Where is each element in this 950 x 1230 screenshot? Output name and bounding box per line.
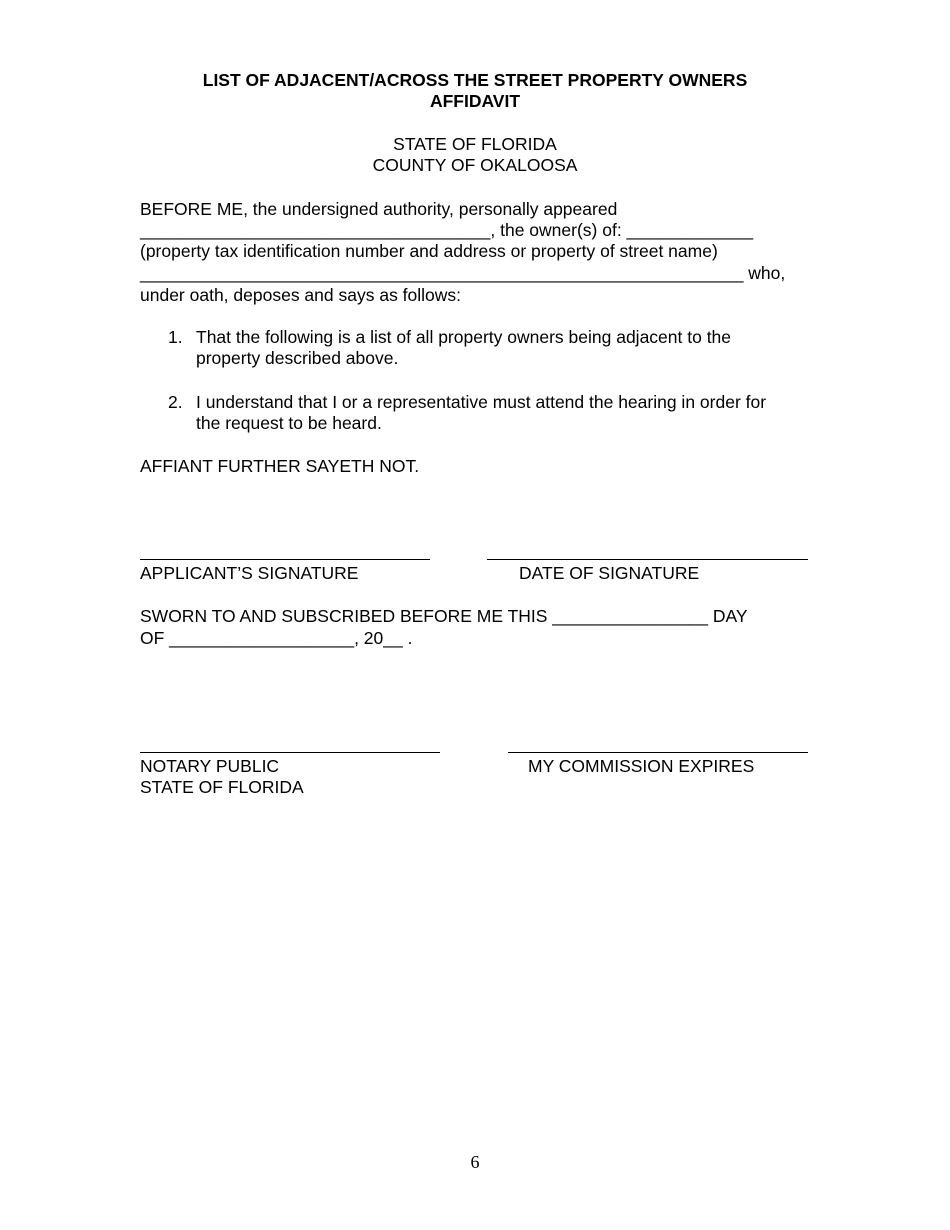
county-heading: COUNTY OF OKALOOSA <box>372 155 578 175</box>
paragraph-line-3: (property tax identification number and address or property of street name) <box>140 241 718 261</box>
list-item-text-line-1: I understand that I or a representative must attend the hearing in order for <box>196 392 767 412</box>
sworn-line-2: OF ___________________, 20__ . <box>140 628 413 648</box>
applicant-signature-line[interactable] <box>140 559 430 560</box>
list-item-text-line-1: That the following is a list of all property owners being adjacent to the <box>196 327 732 347</box>
notary-public-label: NOTARY PUBLIC <box>140 756 280 776</box>
paragraph-line-2: ____________________________________, the owner(s) of: _____________ <box>140 220 754 240</box>
list-item-text-line-2: the request to be heard. <box>196 413 382 433</box>
page-number: 6 <box>470 1152 480 1172</box>
list-item-number: 2. <box>168 392 183 412</box>
notary-state-label: STATE OF FLORIDA <box>140 777 304 797</box>
notary-signature-line[interactable] <box>140 752 440 753</box>
document-subtitle: AFFIDAVIT <box>429 91 521 111</box>
document-title: LIST OF ADJACENT/ACROSS THE STREET PROPERTY OWNERS <box>202 70 748 90</box>
date-signature-line[interactable] <box>487 559 808 560</box>
sworn-line-1: SWORN TO AND SUBSCRIBED BEFORE ME THIS ________________ DAY <box>140 606 748 626</box>
affiant-statement: AFFIANT FURTHER SAYETH NOT. <box>140 456 420 476</box>
list-item-text-line-2: property described above. <box>196 348 399 368</box>
paragraph-line-4: ______________________________________________________________ who, <box>140 263 786 283</box>
commission-expires-line[interactable] <box>508 752 808 753</box>
commission-expires-label: MY COMMISSION EXPIRES <box>528 756 755 776</box>
paragraph-line-5: under oath, deposes and says as follows: <box>140 285 462 305</box>
list-item-number: 1. <box>168 327 183 347</box>
paragraph-line-1: BEFORE ME, the undersigned authority, personally appeared <box>140 199 618 219</box>
date-signature-label: DATE OF SIGNATURE <box>519 563 700 583</box>
state-heading: STATE OF FLORIDA <box>393 134 557 154</box>
applicant-signature-label: APPLICANT’S SIGNATURE <box>140 563 359 583</box>
